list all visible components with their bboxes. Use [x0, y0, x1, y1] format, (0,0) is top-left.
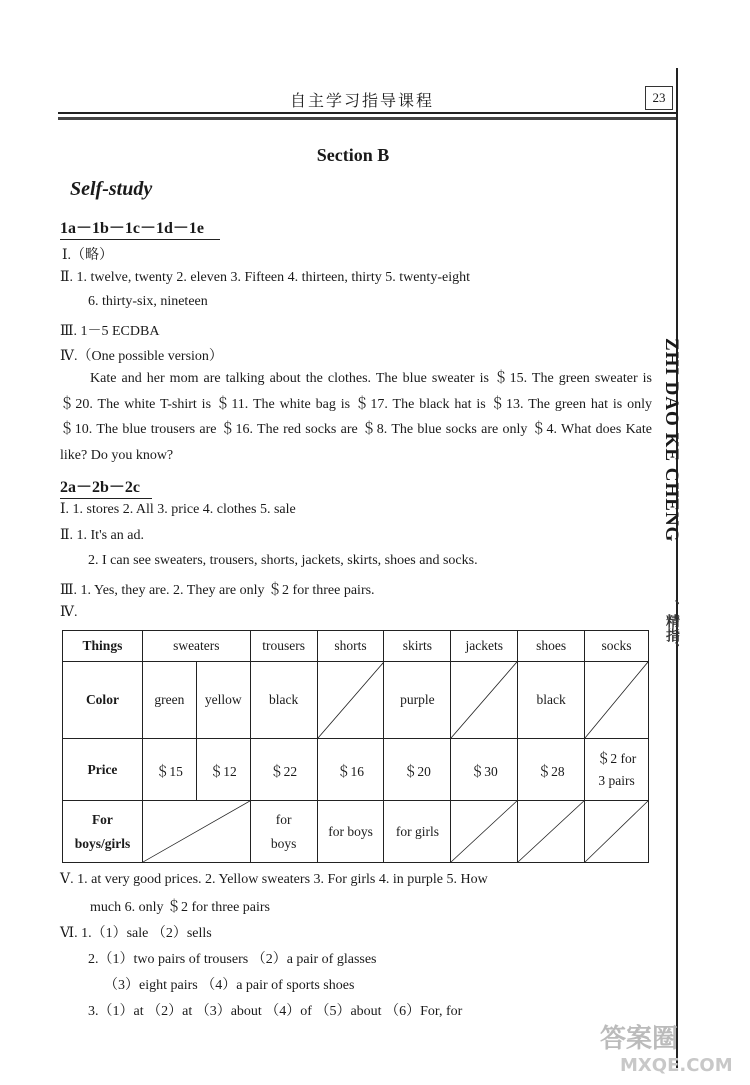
cell-line: boys [270, 835, 297, 851]
table-cell: yellow [196, 662, 250, 739]
table-cell: ＄12 [196, 739, 250, 801]
table-cell: black [250, 662, 317, 739]
answer-line: Ⅴ. 1. at very good prices. 2. Yellow sweaters 3. For girls 4. in purple 5. How [60, 872, 488, 887]
empty-cell [451, 801, 518, 863]
price-line: ＄2 for [596, 750, 637, 766]
table-cell: for girls [384, 801, 451, 863]
answer-line: Ⅲ. 1. Yes, they are. 2. They are only ＄2 for three pairs. [60, 583, 375, 598]
answer-line: 6. thirty-six, nineteen [88, 294, 208, 309]
header-rule [58, 112, 678, 114]
model-paragraph: Kate and her mom are talking about the clothes. The blue sweater is ＄15. The green sweater is ＄20. The white T-shirt is ＄11. The white bag is ＄17. The black hat is ＄13. The green hat is only ＄10. The blue trousers are ＄16. The red socks are ＄8. The blue socks are only ＄4. What does Kate like? Do you know? [60, 371, 652, 463]
part2-heading: 2a－2b－2c [60, 474, 152, 499]
table-cell: shoes [518, 631, 585, 662]
margin-rule [676, 68, 678, 1068]
answer-line: Ⅲ. 1－5 ECDBA [60, 324, 160, 339]
subtitle: Self-study [70, 178, 153, 200]
sidebar-text: ZHI DAO KE CHENG [661, 338, 682, 543]
answer-line: 2. I can see sweaters, trousers, shorts, jackets, skirts, shoes and socks. [88, 553, 478, 568]
part1-heading: 1a－1b－1c－1d－1e [60, 215, 220, 240]
answer-line: Ⅰ.（略） [62, 248, 114, 263]
table-cell: for boys [317, 801, 384, 863]
header-rule-thick [58, 117, 678, 120]
table-cell: ＄15 [142, 739, 196, 801]
row-label: boys/girls [74, 835, 131, 851]
answer-line: much 6. only ＄2 for three pairs [90, 900, 271, 915]
empty-cell [317, 662, 384, 739]
clothes-table [62, 630, 649, 863]
table-row [63, 739, 649, 801]
answer-line: 3.（1）at （2）at （3）about （4）of （5）about （6）For, for [88, 1004, 463, 1019]
table-cell: ＄22 [250, 739, 317, 801]
answer-line: 2.（1）two pairs of trousers （2）a pair of glasses [88, 952, 377, 967]
table-cell [250, 801, 317, 863]
table-cell [585, 739, 649, 801]
answer-line: Ⅱ. 1. It's an ad. [60, 528, 144, 543]
empty-cell [451, 662, 518, 739]
answer-line: （3）eight pairs （4）a pair of sports shoes [104, 978, 355, 993]
watermark-url: MXQE.COM [620, 1055, 733, 1076]
table-cell: ＄20 [384, 739, 451, 801]
table-cell: Things [63, 631, 143, 662]
cell-line: for [275, 811, 292, 827]
page-number: 23 [645, 86, 673, 110]
empty-cell [585, 801, 649, 863]
table-row [63, 662, 649, 739]
table-cell: ＄16 [317, 739, 384, 801]
table-cell: trousers [250, 631, 317, 662]
table-cell: ＄30 [451, 739, 518, 801]
table-row [63, 801, 649, 863]
table-cell: Price [63, 739, 143, 801]
table-cell: green [142, 662, 196, 739]
table-cell: shorts [317, 631, 384, 662]
answer-line: Ⅱ. 1. twelve, twenty 2. eleven 3. Fifteen 4. thirteen, thirty 5. twenty-eight [60, 270, 470, 285]
table-cell: black [518, 662, 585, 739]
empty-cell [585, 662, 649, 739]
sidebar-mark: 、精指、 [664, 600, 680, 656]
table-cell: purple [384, 662, 451, 739]
table-cell: socks [585, 631, 649, 662]
watermark-logo: 答案圈 [600, 1024, 679, 1054]
empty-cell [142, 801, 250, 863]
table-cell: jackets [451, 631, 518, 662]
answer-line: Ⅵ. 1.（1）sale （2）sells [60, 926, 212, 941]
answer-line: Ⅳ.（One possible version） [60, 349, 223, 364]
table-cell: sweaters [142, 631, 250, 662]
table-cell: skirts [384, 631, 451, 662]
price-line: 3 pairs [598, 772, 635, 788]
table-cell: ＄28 [518, 739, 585, 801]
row-label: For [91, 811, 113, 827]
table-row [63, 631, 649, 662]
table-cell [63, 801, 143, 863]
empty-cell [518, 801, 585, 863]
page-header-title: 自主学习指导课程 [290, 91, 435, 110]
answer-line: Ⅰ. 1. stores 2. All 3. price 4. clothes 5. sale [60, 502, 296, 517]
table-cell: Color [63, 662, 143, 739]
answer-line: Ⅳ. [60, 605, 78, 620]
section-title: Section B [316, 145, 390, 165]
